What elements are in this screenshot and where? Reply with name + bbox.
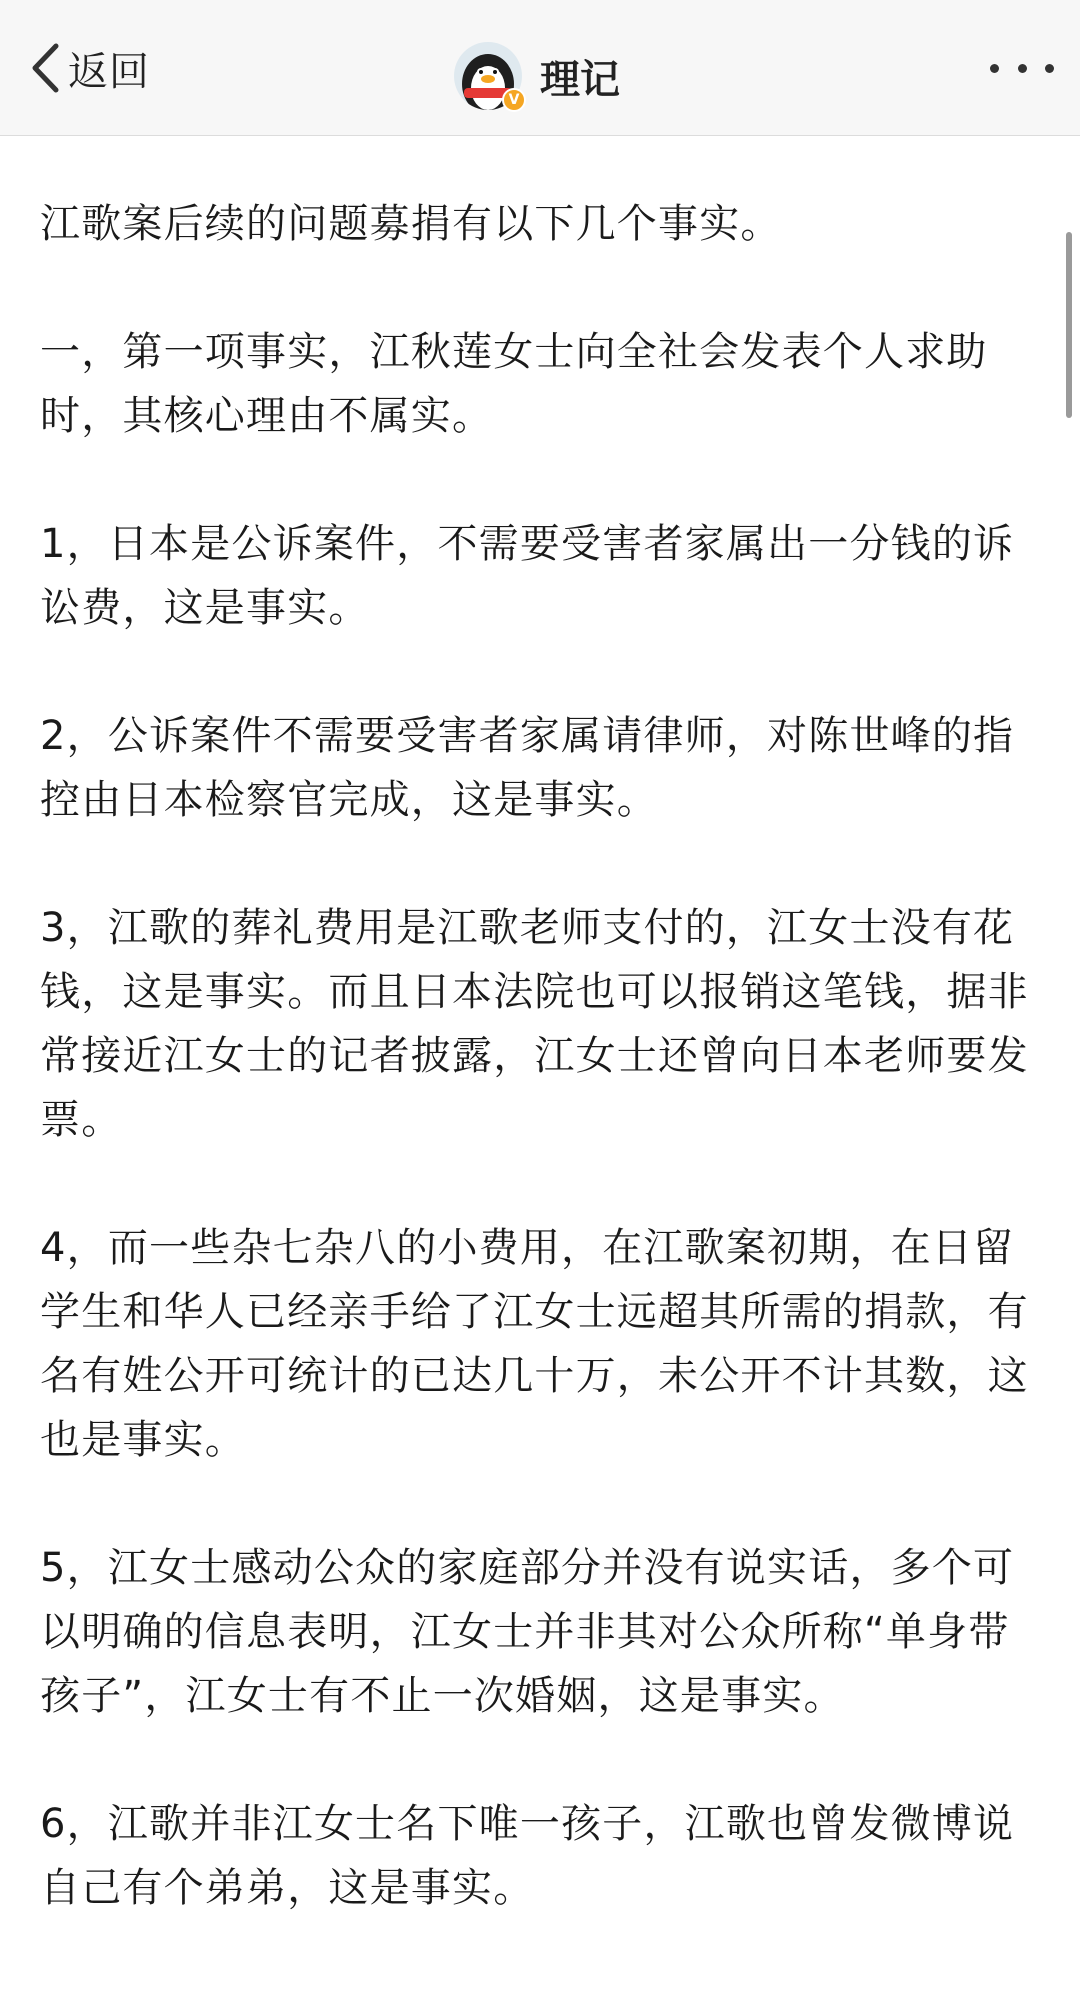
- account-header[interactable]: [454, 40, 620, 112]
- article-paragraph: 4，而一些杂七杂八的小费用，在江歌案初期，在日留学生和华人已经亲手给了江女士远超其所需的捐款，有名有姓公开可统计的已达几十万，未公开不计其数，这也是事实。: [40, 1225, 1029, 1463]
- nav-bar: [0, 0, 1080, 136]
- more-dots-icon: [990, 64, 999, 73]
- chevron-left-icon: [30, 42, 60, 94]
- article-paragraph: 3，江歌的葬礼费用是江歌老师支付的，江女士没有花钱，这是事实。而且日本法院也可以报销这笔钱，据非常接近江女士的记者披露，江女士还曾向日本老师要发票。: [40, 905, 1029, 1143]
- more-dots-icon: [1045, 64, 1054, 73]
- scrollbar[interactable]: [1066, 232, 1072, 418]
- article-paragraph: 5，江女士感动公众的家庭部分并没有说实话，多个可以明确的信息表明，江女士并非其对公众所称“单身带孩子”，江女士有不止一次婚姻，这是事实。: [40, 1545, 1015, 1719]
- back-label: 返回: [68, 48, 150, 95]
- article-paragraph: 江歌案后续的问题募捐有以下几个事实。: [40, 201, 782, 247]
- article-body: [40, 192, 1040, 1920]
- article-paragraph: 一，第一项事实，江秋莲女士向全社会发表个人求助时，其核心理由不属实。: [40, 329, 988, 439]
- article-paragraph: 2，公诉案件不需要受害者家属请律师，对陈世峰的指控由日本检察官完成，这是事实。: [40, 713, 1015, 823]
- article-paragraph: 1，日本是公诉案件，不需要受害者家属出一分钱的诉讼费，这是事实。: [40, 521, 1015, 631]
- back-button[interactable]: [30, 40, 150, 96]
- more-button[interactable]: [990, 58, 1054, 78]
- avatar[interactable]: [454, 42, 522, 110]
- article-paragraph: 6，江歌并非江女士名下唯一孩子，江歌也曾发微博说自己有个弟弟，这是事实。: [40, 1801, 1015, 1911]
- page-title: 理记: [540, 56, 620, 103]
- more-dots-icon: [1018, 64, 1027, 73]
- verified-badge: V: [502, 88, 526, 112]
